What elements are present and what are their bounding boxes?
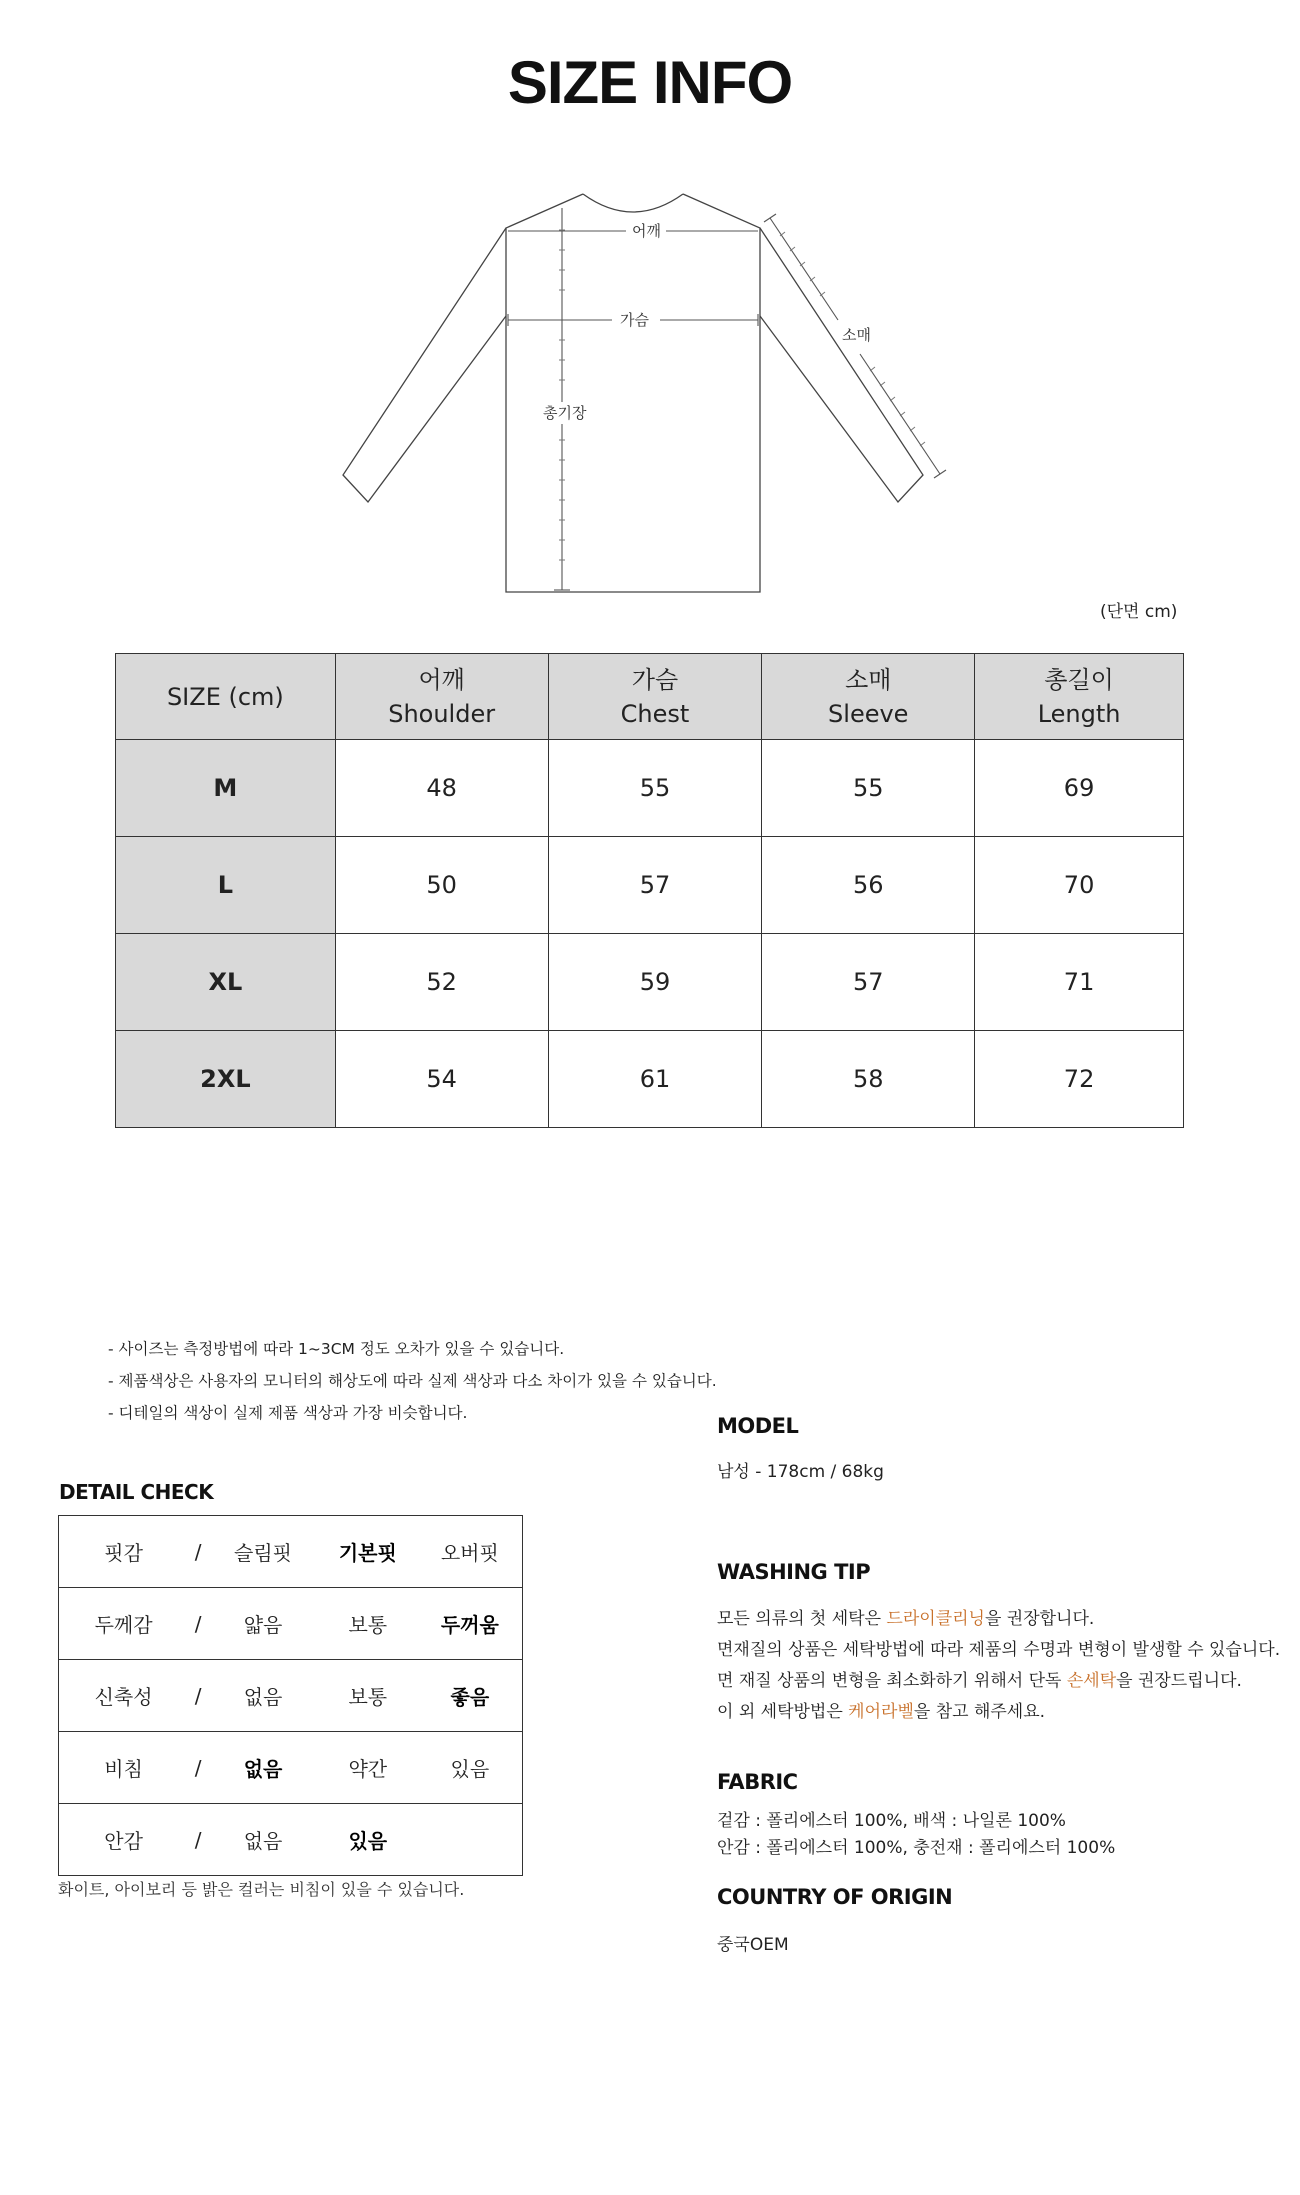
sleeve-line-top	[770, 218, 838, 320]
size-table-header-row	[116, 654, 1184, 740]
table-row	[116, 934, 1184, 1031]
size-cell: M	[116, 740, 336, 837]
sleeve-cell: 55	[762, 740, 975, 837]
size-notes	[108, 1333, 717, 1429]
chest-label: 가슴	[620, 311, 649, 329]
detail-option-selected: 좋음	[418, 1660, 523, 1732]
detail-label: 안감	[104, 1829, 143, 1853]
note-line: - 제품색상은 사용자의 모니터의 해상도에 따라 실제 색상과 다소 차이가 있을 수 있습니다.	[108, 1372, 717, 1390]
model-text: 남성 - 178cm / 68kg	[717, 1462, 884, 1482]
country-of-origin-text: 중국OEM	[717, 1935, 789, 1955]
header-size: SIZE (cm)	[116, 654, 336, 740]
detail-label: 비침	[59, 1732, 189, 1804]
detail-label: 신축성	[59, 1660, 189, 1732]
length-cell: 69	[975, 740, 1184, 837]
shoulder-cell: 48	[335, 740, 548, 837]
shoulder-cell: 52	[335, 934, 548, 1031]
detail-option: 슬림핏	[208, 1516, 318, 1588]
detail-option: 얇음	[208, 1588, 318, 1660]
hand-wash-highlight: 손세탁	[1066, 1671, 1117, 1691]
size-cell: XL	[116, 934, 336, 1031]
detail-check-table	[58, 1515, 523, 1876]
detail-option-selected: 두꺼움	[418, 1588, 523, 1660]
sleeve-line-bottom	[860, 354, 940, 474]
header-length: 총길이 Length	[975, 654, 1184, 740]
fabric-line-2: 안감 : 폴리에스터 100%, 충전재 : 폴리에스터 100%	[717, 1838, 1116, 1858]
detail-row-thickness	[59, 1588, 523, 1660]
washing-tip-text	[717, 1604, 1287, 1728]
length-cell: 70	[975, 837, 1184, 934]
sleeve-cell: 56	[762, 837, 975, 934]
detail-row-lining	[59, 1804, 523, 1876]
detail-separator: /	[188, 1660, 208, 1732]
chest-cell: 59	[548, 934, 762, 1031]
detail-option: 없음	[208, 1660, 318, 1732]
size-cell: 2XL	[116, 1031, 336, 1128]
neckline-shape	[583, 194, 683, 212]
washing-tip-title: WASHING TIP	[717, 1560, 871, 1584]
fabric-text	[717, 1808, 1287, 1862]
detail-option: 있음	[418, 1732, 523, 1804]
shoulder-cell: 50	[335, 837, 548, 934]
header-shoulder: 어깨 Shoulder	[335, 654, 548, 740]
header-sleeve: 소매 Sleeve	[762, 654, 975, 740]
washing-line-4: 이 외 세탁방법은 케어라벨을 참고 해주세요.	[717, 1702, 1046, 1722]
detail-separator: /	[188, 1588, 208, 1660]
note-line: - 사이즈는 측정방법에 따라 1~3CM 정도 오차가 있을 수 있습니다.	[108, 1340, 565, 1358]
chest-cell: 55	[548, 740, 762, 837]
length-cell: 72	[975, 1031, 1184, 1128]
detail-option: 보통	[318, 1588, 418, 1660]
table-row	[116, 1031, 1184, 1128]
detail-option: 약간	[318, 1732, 418, 1804]
detail-option	[418, 1804, 523, 1876]
chest-cell: 57	[548, 837, 762, 934]
dry-cleaning-highlight: 드라이클리닝	[886, 1609, 985, 1629]
body-outline-shape	[506, 194, 760, 592]
detail-separator: /	[194, 1827, 202, 1852]
sleeve-cell: 57	[762, 934, 975, 1031]
garment-measurement-diagram	[330, 190, 970, 610]
country-of-origin-title: COUNTRY OF ORIGIN	[717, 1885, 953, 1909]
sleeve-cell: 58	[762, 1031, 975, 1128]
left-sleeve-shape	[343, 228, 506, 502]
detail-row-fit	[59, 1516, 523, 1588]
washing-line-2: 면재질의 상품은 세탁방법에 따라 제품의 수명과 변형이 발생할 수 있습니다.	[717, 1640, 1281, 1660]
note-line: - 디테일의 색상이 실제 제품 색상과 가장 비슷합니다.	[108, 1404, 468, 1422]
detail-label: 두께감	[59, 1588, 189, 1660]
header-chest: 가슴 Chest	[548, 654, 762, 740]
fabric-line-1: 겉감 : 폴리에스터 100%, 배색 : 나일론 100%	[717, 1811, 1066, 1831]
sleeve-label: 소매	[842, 326, 871, 344]
detail-option: 오버핏	[418, 1516, 523, 1588]
detail-row-stretch	[59, 1660, 523, 1732]
table-row	[116, 740, 1184, 837]
chest-cell: 61	[548, 1031, 762, 1128]
detail-label: 핏감	[59, 1516, 189, 1588]
detail-option-selected: 기본핏	[318, 1516, 418, 1588]
fabric-title: FABRIC	[717, 1770, 798, 1794]
detail-option-selected: 없음	[208, 1732, 318, 1804]
detail-option-selected: 있음	[348, 1829, 388, 1853]
size-cell: L	[116, 837, 336, 934]
washing-line-3: 면 재질 상품의 변형을 최소화하기 위해서 단독 손세탁을 권장드립니다.	[717, 1671, 1242, 1691]
detail-option: 보통	[318, 1660, 418, 1732]
long-sleeve-outline-svg	[330, 190, 970, 610]
model-title: MODEL	[717, 1414, 799, 1438]
right-sleeve-shape	[760, 228, 923, 502]
unit-note: (단면 cm)	[1100, 602, 1178, 622]
detail-separator: /	[188, 1732, 208, 1804]
detail-separator: /	[188, 1516, 208, 1588]
length-label: 총기장	[543, 404, 587, 422]
shoulder-label: 어깨	[632, 222, 661, 240]
shoulder-cell: 54	[335, 1031, 548, 1128]
detail-footnote: 화이트, 아이보리 등 밝은 컬러는 비침이 있을 수 있습니다.	[58, 1880, 465, 1899]
length-cell: 71	[975, 934, 1184, 1031]
detail-option: 없음	[243, 1829, 283, 1853]
detail-check-title: DETAIL CHECK	[59, 1480, 214, 1504]
care-label-highlight: 케어라벨	[848, 1702, 914, 1722]
size-table	[115, 653, 1184, 1128]
washing-line-1: 모든 의류의 첫 세탁은 드라이클리닝을 권장합니다.	[717, 1609, 1095, 1629]
table-row	[116, 837, 1184, 934]
page-title: SIZE INFO	[507, 49, 793, 116]
detail-row-sheerness	[59, 1732, 523, 1804]
